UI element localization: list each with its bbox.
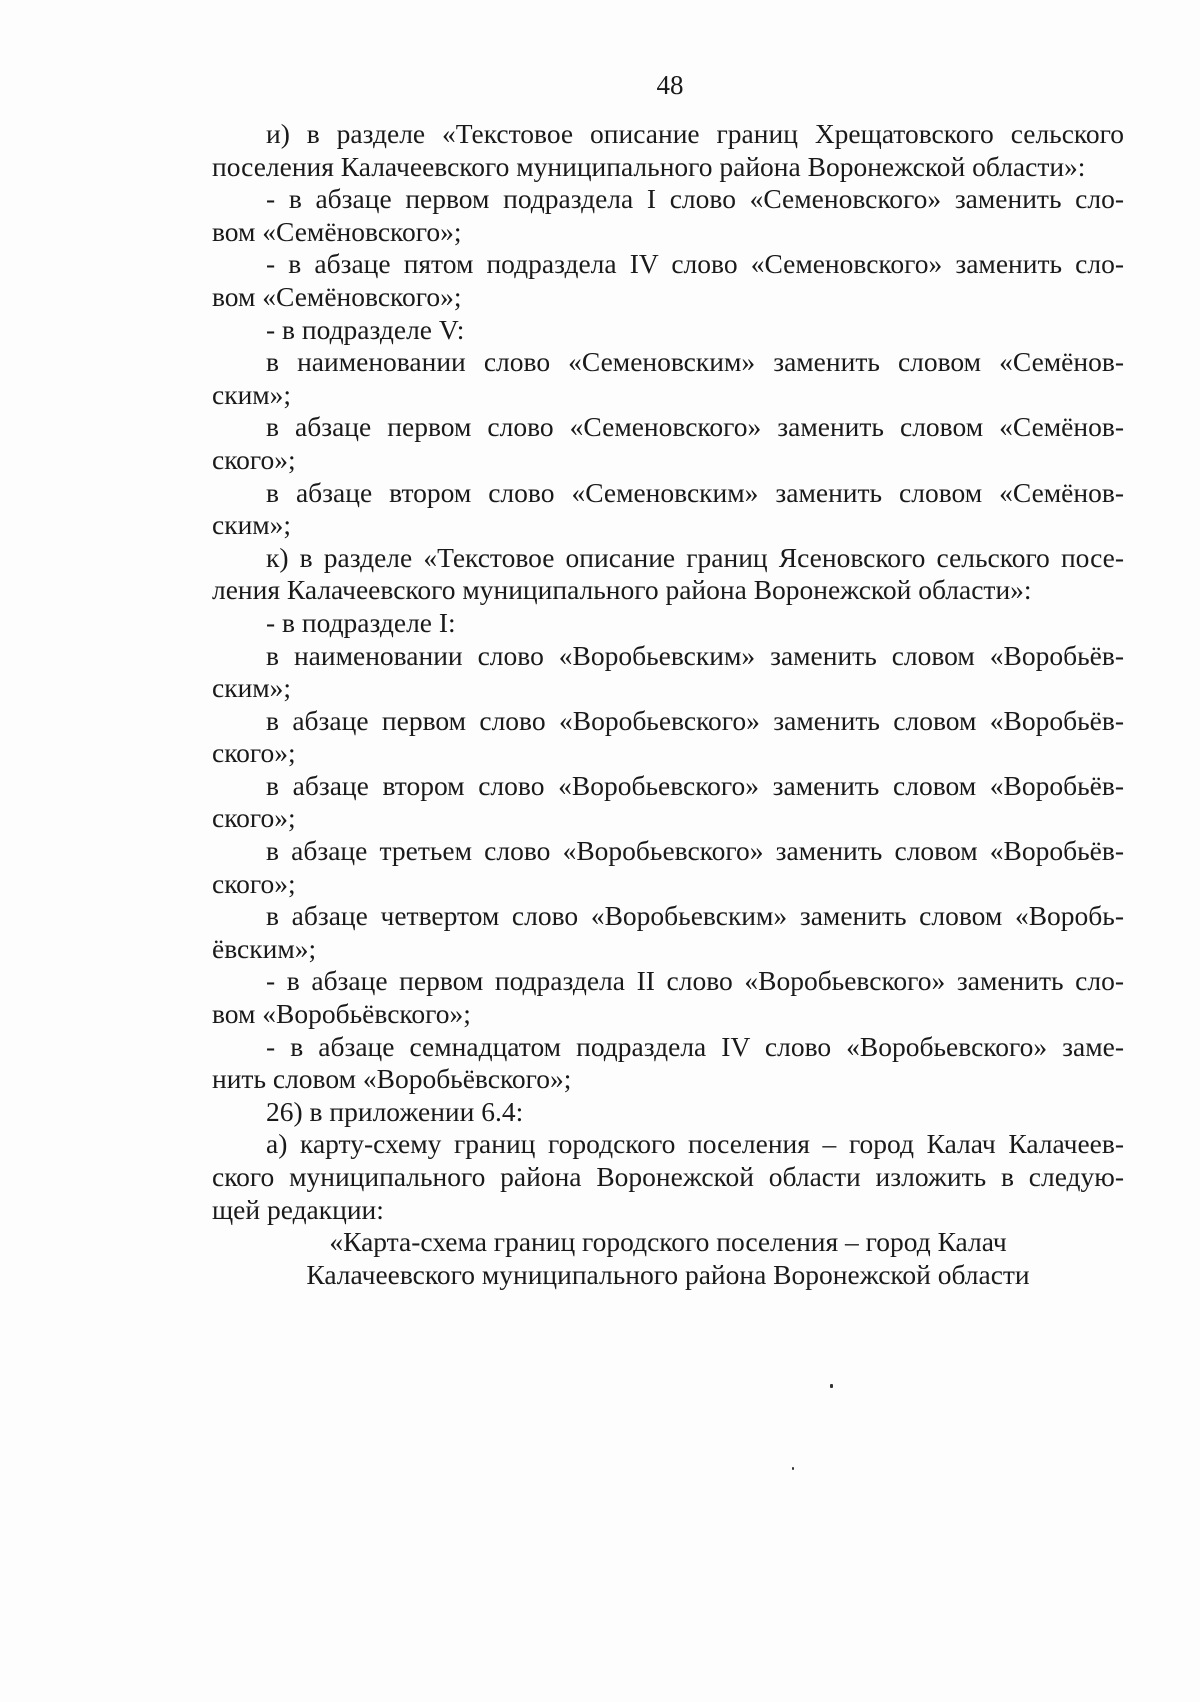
text-line: ского»; — [212, 443, 296, 475]
text-line: «Карта-схема границ городского поселения – город Калач — [329, 1226, 1007, 1258]
text-line: 26) в приложении 6.4: — [266, 1095, 524, 1127]
text-line: ского»; — [212, 802, 296, 834]
text-line: - в абзаце семнадцатом подраздела IV слово «Воробьевского» заме- — [266, 1030, 1124, 1062]
text-line: в абзаце первом слово «Семеновского» заменить словом «Семёнов- — [266, 411, 1124, 443]
text-line: в наименовании слово «Семеновским» заменить словом «Семёнов- — [266, 346, 1124, 378]
text-line: - в абзаце первом подраздела I слово «Семеновского» заменить сло- — [266, 183, 1124, 215]
text-line: в наименовании слово «Воробьевским» заменить словом «Воробьёв- — [266, 639, 1124, 671]
text-line: ского»; — [212, 867, 296, 899]
text-line: - в подразделе I: — [266, 606, 456, 638]
text-line: поселения Калачеевского муниципального района Воронежской области»: — [212, 150, 1086, 182]
text-line: нить словом «Воробьёвского»; — [212, 1063, 572, 1095]
text-line: Калачеевского муниципального района Воронежской области — [306, 1258, 1030, 1290]
text-line: и) в разделе «Текстовое описание границ Хрещатовского сельского — [266, 118, 1124, 149]
text-line: ёвским»; — [212, 932, 317, 964]
text-line: ским»; — [212, 509, 292, 541]
scan-speck — [792, 1467, 794, 1470]
text-line: в абзаце третьем слово «Воробьевского» заменить словом «Воробьёв- — [266, 835, 1124, 867]
text-line: щей редакции: — [212, 1193, 384, 1225]
text-line: в абзаце первом слово «Воробьевского» заменить словом «Воробьёв- — [266, 704, 1124, 736]
text-line: в абзаце четвертом слово «Воробьевским» заменить словом «Воробь- — [266, 900, 1124, 932]
scan-speck — [830, 1384, 833, 1388]
text-line: - в абзаце пятом подраздела IV слово «Семеновского» заменить сло- — [266, 248, 1124, 280]
text-line: ским»; — [212, 672, 292, 704]
body-text — [212, 118, 1124, 1291]
text-line: к) в разделе «Текстовое описание границ Ясеновского сельского посе- — [266, 541, 1124, 573]
text-line: в абзаце втором слово «Семеновским» заменить словом «Семёнов- — [266, 476, 1124, 508]
text-line: вом «Семёновского»; — [212, 215, 462, 247]
text-line: - в подразделе V: — [266, 313, 465, 345]
page-number: 48 — [656, 70, 684, 100]
text-line: ления Калачеевского муниципального района Воронежской области»: — [212, 574, 1032, 606]
text-line: - в абзаце первом подраздела II слово «Воробьевского» заменить сло- — [266, 965, 1124, 997]
text-line: ского»; — [212, 737, 296, 769]
text-line: вом «Воробьёвского»; — [212, 998, 471, 1030]
text-line: вом «Семёновского»; — [212, 280, 462, 312]
text-line: в абзаце втором слово «Воробьевского» заменить словом «Воробьёв- — [266, 769, 1124, 801]
text-line: ским»; — [212, 378, 292, 410]
text-line: а) карту-схему границ городского поселения – город Калач Калачеев- — [266, 1128, 1124, 1160]
text-line: ского муниципального района Воронежской области изложить в следую- — [212, 1161, 1124, 1192]
